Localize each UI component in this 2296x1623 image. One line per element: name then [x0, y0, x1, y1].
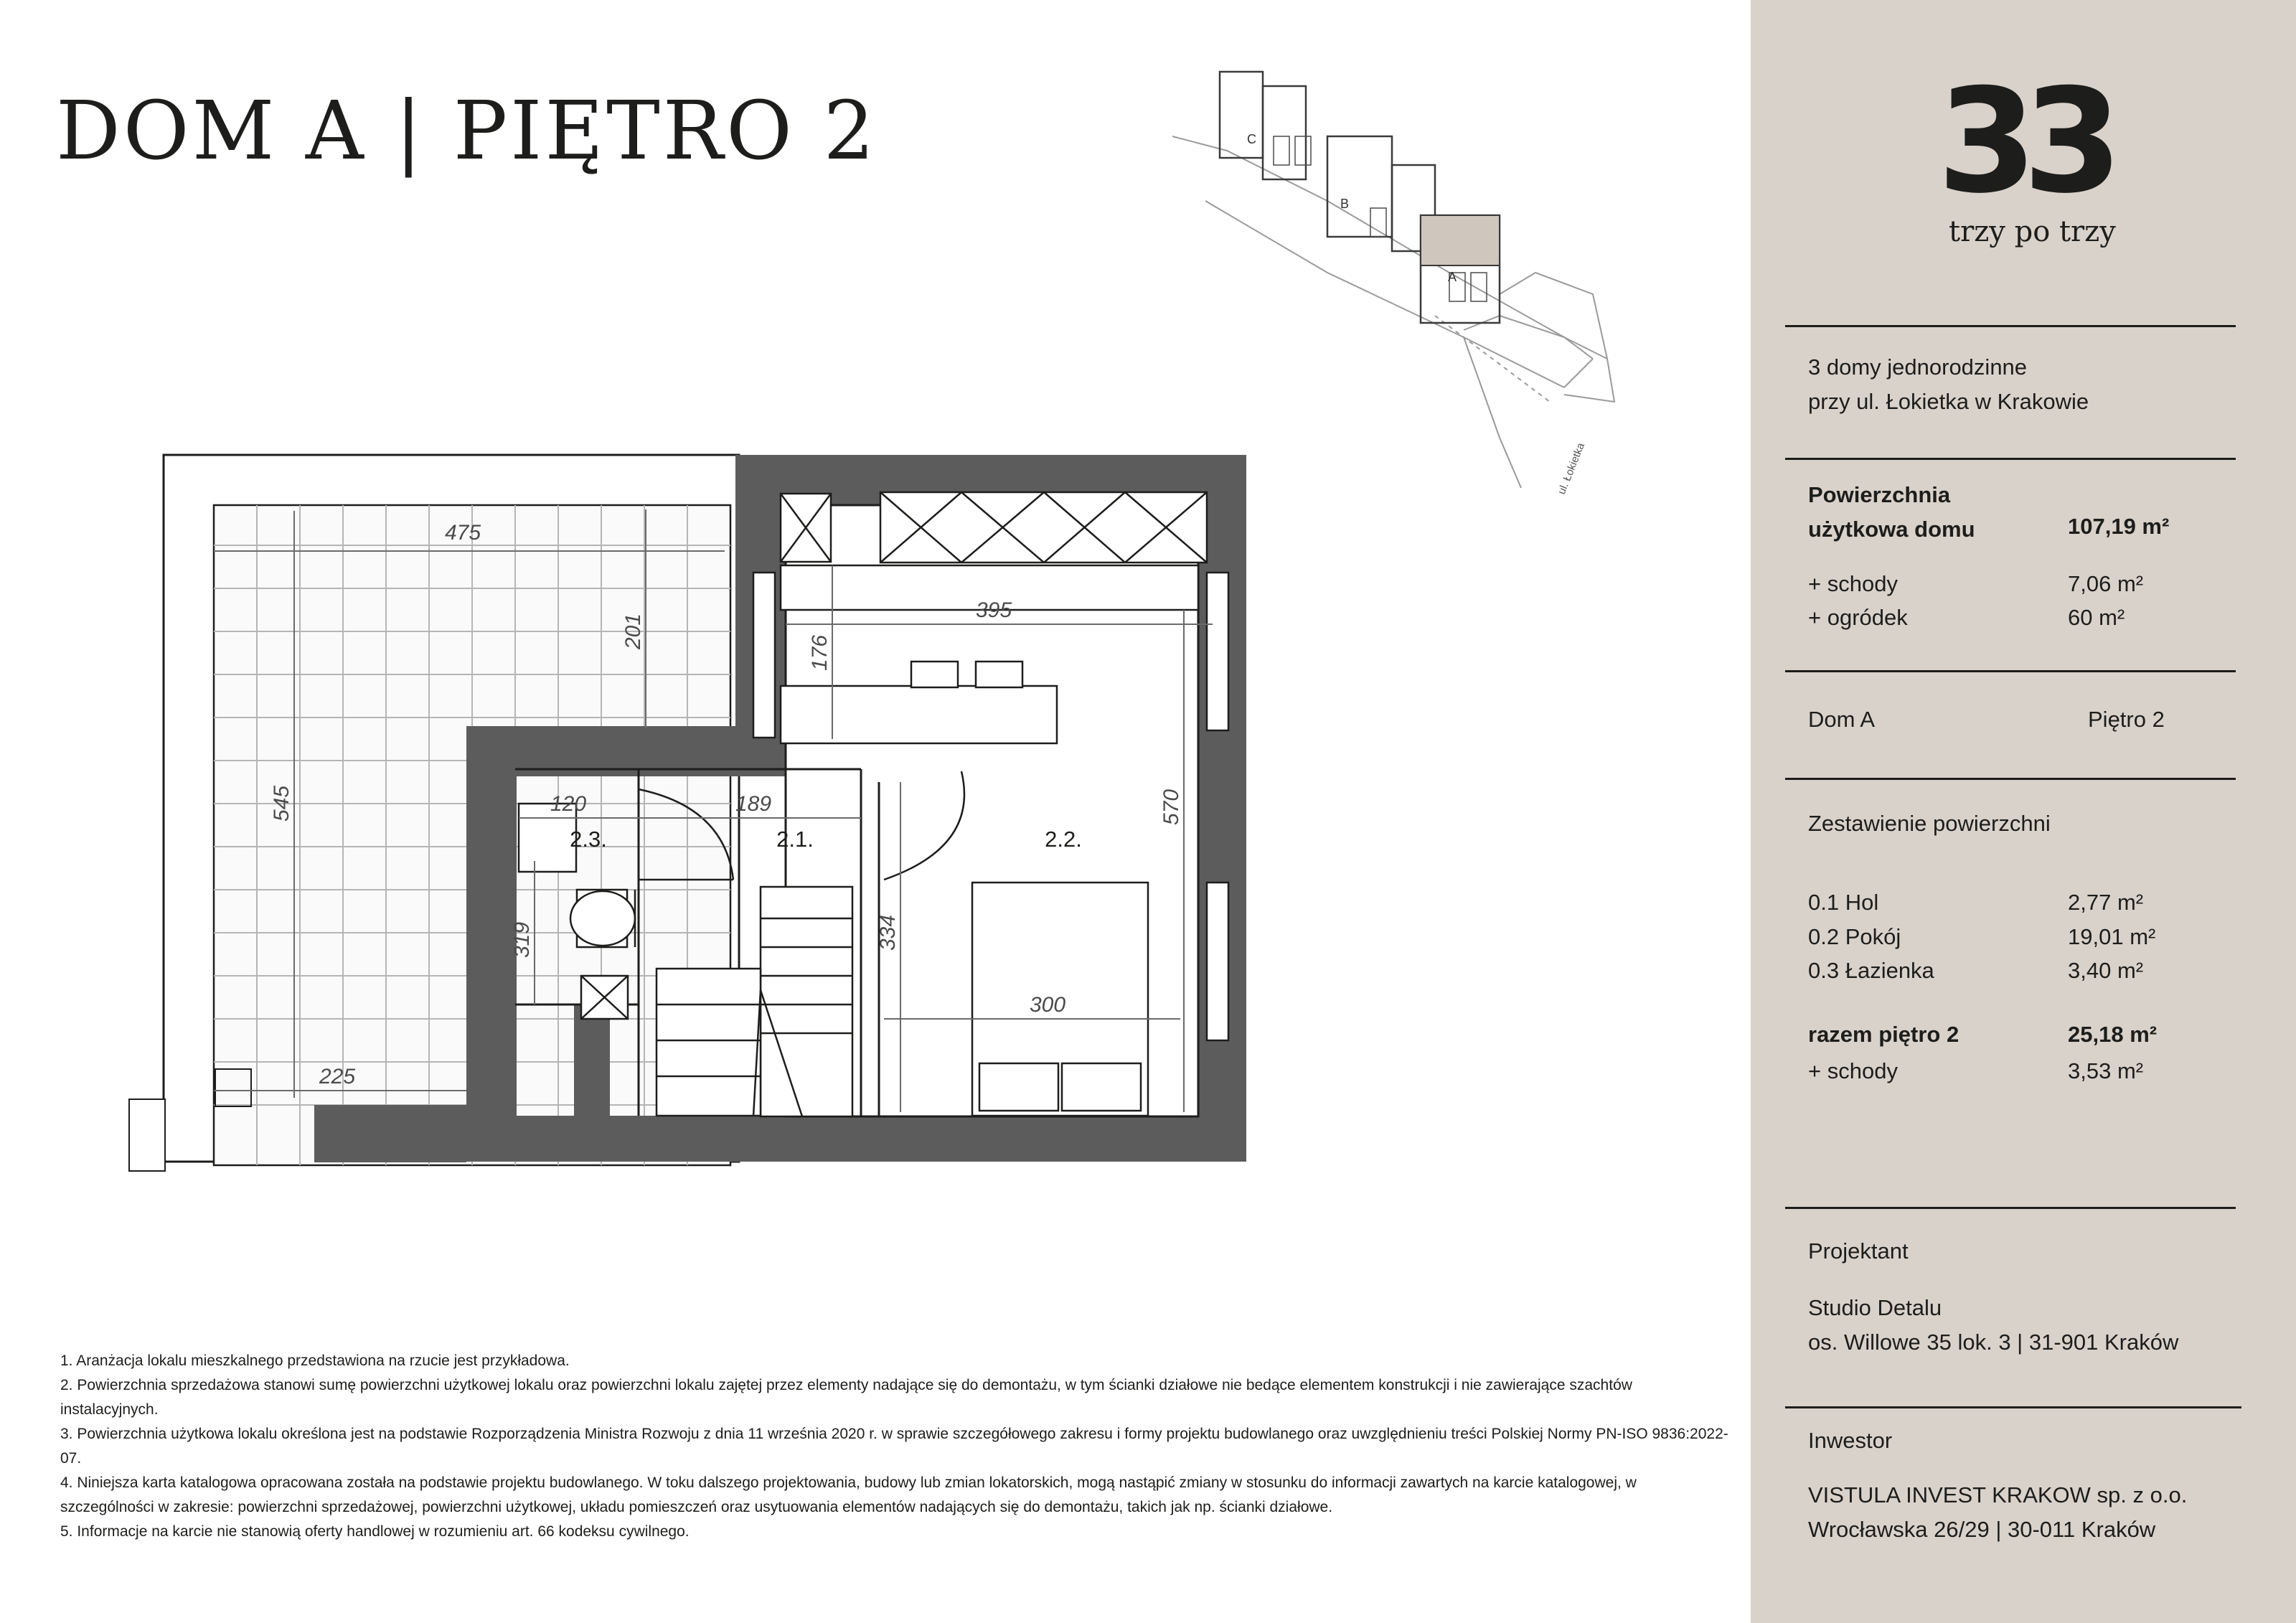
room-label-2-2: 2.2.	[1045, 827, 1082, 852]
divider	[1785, 778, 2236, 780]
footnotes	[60, 1349, 1732, 1544]
note-3: 3. Powierzchnia użytkowa lokalu określona jest na podstawie Rozporządzenia Ministra Rozwoju z dnia 11 września 2020 r. w sprawie szczegółowego zakresu i formy projektu budowlanego oraz uwzględnieniu treści Polskiej Normy PN-ISO 9836:2022-07.	[60, 1426, 1728, 1467]
extra-stairs-label: + schody	[1808, 571, 1898, 596]
dim-300: 300	[1029, 993, 1066, 1017]
dim-319: 319	[510, 921, 534, 959]
summary-total-label: razem piętro 2	[1808, 1022, 1959, 1047]
summary-total-value: 25,18 m²	[2068, 1022, 2158, 1047]
dim-176: 176	[808, 634, 832, 672]
investor-name: VISTULA INVEST KRAKOW sp. z o.o.	[1808, 1482, 2188, 1507]
unit-house: Dom A	[1808, 707, 1876, 732]
area-label-1: Powierzchnia	[1808, 482, 1951, 507]
dim-570: 570	[1159, 789, 1183, 826]
summary-row-2-label: 0.2 Pokój	[1808, 924, 1901, 949]
divider	[1785, 458, 2236, 460]
summary-row-3-value: 3,40 m²	[2068, 958, 2144, 983]
logo-subtitle: trzy po trzy	[1949, 215, 2116, 248]
divider	[1785, 325, 2236, 327]
location-line-2: przy ul. Łokietka w Krakowie	[1808, 389, 2089, 414]
investor-heading: Inwestor	[1808, 1428, 1893, 1453]
summary-stairs-value: 3,53 m²	[2068, 1058, 2144, 1083]
summary-row-1-value: 2,77 m²	[2068, 890, 2144, 915]
extra-garden-label: + ogródek	[1808, 605, 1908, 630]
extra-stairs-value: 7,06 m²	[2068, 571, 2144, 596]
summary-heading: Zestawienie powierzchni	[1808, 811, 2051, 836]
designer-address: os. Willowe 35 lok. 3 | 31-901 Kraków	[1808, 1330, 2179, 1355]
note-5: 5. Informacje na karcie nie stanowią oferty handlowej w rozumieniu art. 66 kodeksu cywilnego.	[60, 1523, 690, 1540]
summary-row-2-value: 19,01 m²	[2068, 924, 2156, 949]
house-label-b: B	[1340, 197, 1350, 211]
street-label: ul. Łokietka	[1555, 441, 1588, 497]
investor-address: Wrocławska 26/29 | 30-011 Kraków	[1808, 1517, 2156, 1542]
logo: 33	[1937, 58, 2109, 225]
dim-225: 225	[319, 1065, 356, 1088]
summary-stairs-label: + schody	[1808, 1058, 1898, 1083]
divider	[1785, 1406, 2241, 1408]
dim-334: 334	[876, 914, 900, 951]
room-label-2-1: 2.1.	[776, 827, 814, 852]
note-1: 1. Aranżacja lokalu mieszkalnego przedstawiona na rzucie jest przykładowa.	[60, 1352, 570, 1369]
dim-395: 395	[975, 598, 1012, 622]
extra-garden-value: 60 m²	[2068, 605, 2125, 630]
area-value: 107,19 m²	[2068, 514, 2170, 539]
summary-row-3-label: 0.3 Łazienka	[1808, 958, 1934, 983]
divider	[1785, 670, 2236, 672]
summary-row-1-label: 0.1 Hol	[1808, 890, 1879, 915]
unit-floor: Piętro 2	[2088, 707, 2165, 732]
designer-heading: Projektant	[1808, 1238, 1909, 1264]
area-label-2: użytkowa domu	[1808, 517, 1975, 542]
divider	[1785, 1207, 2236, 1209]
dim-475: 475	[444, 521, 481, 545]
dim-545: 545	[270, 785, 293, 822]
location-line-1: 3 domy jednorodzinne	[1808, 354, 2028, 380]
note-4: 4. Niniejsza karta katalogowa opracowana została na podstawie projektu budowlanego. W toku dalszego projektowania, budowy lub zmian lokatorskich, mogą nastąpić zmiany w stosunku do informacji zawartych na karcie katalogowej, w szczególności w zakresie: powierzchni sprzedażowej, powierzchni użytkowej, układu pomieszczeń oraz usytuowania elementów nadających się do demontażu, takich jak np. ścianki działowe.	[60, 1474, 1637, 1515]
page-title: DOM A | PIĘTRO 2	[56, 85, 878, 178]
designer-name: Studio Detalu	[1808, 1295, 1942, 1320]
floor-plan	[122, 445, 1550, 1177]
house-label-a: A	[1448, 270, 1457, 284]
terrace	[129, 455, 739, 1171]
dim-120: 120	[550, 792, 587, 816]
dim-201: 201	[621, 613, 645, 650]
note-2: 2. Powierzchnia sprzedażowa stanowi sumę powierzchni użytkowej lokalu oraz powierzchni lokalu zajętej przez elementy nadające się do demontażu, w tym ścianki działowe nie bedące elementem konstrukcji i nie zawierające szachtów instalacyjnych.	[60, 1377, 1632, 1418]
house-label-c: C	[1247, 132, 1256, 146]
room-label-2-3: 2.3.	[570, 827, 607, 852]
dim-189: 189	[735, 792, 772, 816]
